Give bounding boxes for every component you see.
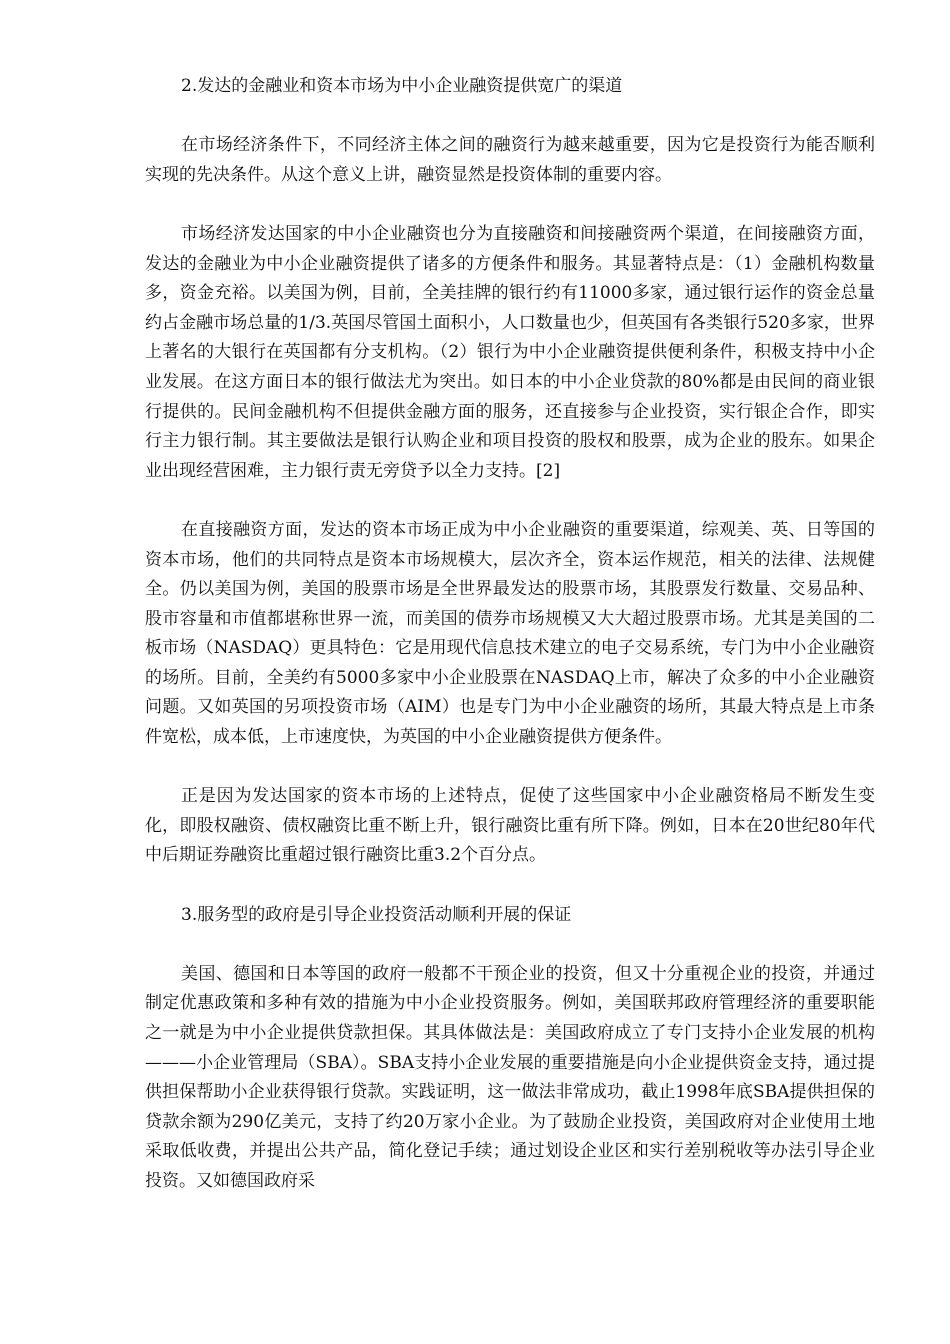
- section-heading: 2.发达的金融业和资本市场为中小企业融资提供宽广的渠道: [181, 76, 623, 96]
- document-page: [145, 72, 875, 1197]
- paragraph: 美国、德国和日本等国的政府一般都不干预企业的投资，但又十分重视企业的投资，并通过制定优惠政策和多种有效的措施为中小企业投资服务。例如，美国联邦政府管理经济的重要职能之一就是为中小企业提供贷款担保。其具体做法是：美国政府成立了专门支持小企业发展的机构———小企业管理局（SBA）。SBA支持小企业发展的重要措施是向小企业提供资金支持，通过提供担保帮助小企业获得银行贷款。实践证明，这一做法非常成功，截止1998年底SBA提供担保的贷款余额为290亿美元，支持了约20万家小企业。为了鼓励企业投资，美国政府对企业使用土地采取低收费，并提出公共产品，简化登记手续；通过划设企业区和实行差别税收等办法引导企业投资。又如德国政府采: [145, 963, 875, 1191]
- paragraph: 在市场经济条件下，不同经济主体之间的融资行为越来越重要，因为它是投资行为能否顺利实现的先决条件。从这个意义上讲，融资显然是投资体制的重要内容。: [145, 135, 875, 185]
- section-heading: 3.服务型的政府是引导企业投资活动顺利开展的保证: [181, 904, 572, 925]
- paragraph: 在直接融资方面，发达的资本市场正成为中小企业融资的重要渠道，综观美、英、日等国的资本市场，他们的共同特点是资本市场规模大，层次齐全，资本运作规范，相关的法律、法规健全。仍以美国为例，美国的股票市场是全世界最发达的股票市场，其股票发行数量、交易品种、股市容量和市值都堪称世界一流，而美国的债券市场规模又大大超过股票市场。尤其是美国的二板市场（NASDAQ）更具特色：它是用现代信息技术建立的电子交易系统，专门为中小企业融资的场所。目前，全美约有5000多家中小企业股票在NASDAQ上市，解决了众多的中小企业融资问题。又如英国的另项投资市场（AIM）也是专门为中小企业融资的场所，其最大特点是上市条件宽松，成本低，上市速度快，为英国的中小企业融资提供方便条件。: [145, 519, 875, 748]
- paragraph: 市场经济发达国家的中小企业融资也分为直接融资和间接融资两个渠道，在间接融资方面，发达的金融业为中小企业融资提供了诸多的方便条件和服务。其显著特点是：（1）金融机构数量多，资金充裕。以美国为例，目前，全美挂牌的银行约有11000多家，通过银行运作的资金总量约占金融市场总量的1/3.英国尽管国土面积小，人口数量也少，但英国有各类银行520多家，世界上著名的大银行在英国都有分支机构。（2）银行为中小企业融资提供便利条件，积极支持中小企业发展。在这方面日本的银行做法尤为突出。如日本的中小企业贷款的80%都是由民间的商业银行提供的。民间金融机构不但提供金融方面的服务，还直接参与企业投资，实行银企合作，即实行主力银行制。其主要做法是银行认购企业和项目投资的股权和股票，成为企业的股东。如果企业出现经营困难，主力银行责无旁贷予以全力支持。[2]: [145, 223, 875, 481]
- paragraph: 正是因为发达国家的资本市场的上述特点，促使了这些国家中小企业融资格局不断发生变化，即股权融资、债权融资比重不断上升，银行融资比重有所下降。例如，日本在20世纪80年代中后期证券融资比重超过银行融资比重3.2个百分点。: [145, 786, 875, 866]
